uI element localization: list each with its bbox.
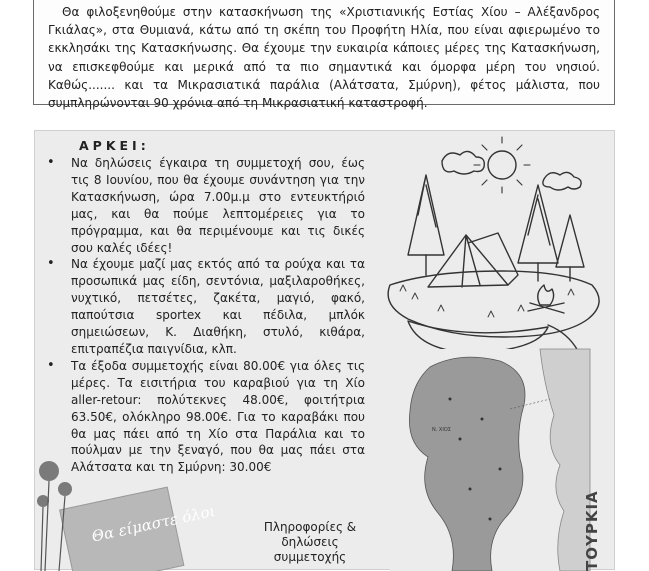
tree-icon xyxy=(408,175,444,255)
country-label: ΤΟΥΡΚΙΑ xyxy=(583,490,601,571)
ground-outline xyxy=(388,271,599,337)
sun-icon xyxy=(488,151,516,179)
cloud-icon xyxy=(442,151,484,174)
island-label: Ν. ΧΙΟΣ xyxy=(432,427,451,433)
intro-line: εκκλησάκι της Κατασκήνωσης. Θα έχουμε την ευκαιρία κάποιες μέρες της Κατασκήνωση, να xyxy=(48,41,600,74)
cloud-icon xyxy=(543,172,581,190)
sign-text: Θα είμαστε όλοι xyxy=(90,501,217,546)
tree-icon xyxy=(556,215,584,267)
list-item: • Να δηλώσεις έγκαιρα τη συμμετοχή σου, έως τις 8 Ιουνίου, που θα έχουμε συνάντηση για την Κατασκήνωση, ώρα 7.00μ.μ στο εντευκτήριό μας, και θα πούμε λεπτομέρειες για το πρόγραμμα, και θα περιμένουμε και τις δικές σου καλές ιδέες! xyxy=(43,155,365,256)
poppy-icon xyxy=(37,461,72,507)
camping-illustration xyxy=(368,135,614,355)
info-text xyxy=(245,520,375,565)
requirements-list xyxy=(43,155,365,476)
map-chios-illustration xyxy=(390,349,590,571)
campfire-icon xyxy=(538,285,554,305)
intro-line: επισκεφθούμε και μερικά από τα πιο σημαντικά και όμορφα μέρη του νησιού. Καθώς....... και xyxy=(48,59,600,92)
info-line: δηλώσεις συμμετοχής xyxy=(273,535,347,564)
intro-line: Γκιάλας», στα Θυμιανά, κάτω από τη σκέπη του Προφήτη Ηλία, που είναι αφιερωμένο το xyxy=(48,23,600,38)
poppy-sign-illustration xyxy=(35,461,217,571)
list-item: • Τα έξοδα συμμετοχής είναι 80.00€ για όλες τις μέρες. Τα εισιτήρια του καραβιού για τη Χίο aller-retour: πολύτεκνες 48.00€, φοιτήτρια 63.50€, ολόκληρο 98.00€. Για το καραβάκι που θα μας πάει από τη Χίο στα Παράλια και το πούλμαν με την ξεναγό, που θα μας πάει στα Αλάτσατα και τη Σμύρνη: 30.00€ xyxy=(43,358,365,476)
list-item: • Να έχουμε μαζί μας εκτός από τα ρούχα και τα προσωπικά μας είδη, σεντόνια, μαξιλαροθήκες, νυχτικό, πετσέτες, ζακέτα, μαγιό, φακό, παπούτσια sportex και πέδιλα, μπλόκ σημειώσεων, Κ. Διαθήκη, στυλό, κιθάρα, επιτραπέζια παιγνίδια, κλπ. xyxy=(43,256,365,357)
intro-paragraph xyxy=(48,3,600,112)
requirements-heading: ΑΡΚΕΙ: xyxy=(79,138,150,153)
tree-icon xyxy=(518,185,558,263)
info-line: Πληροφορίες & xyxy=(263,520,357,534)
requirements-box xyxy=(34,130,615,570)
intro-line: τα Μικρασιατικά παράλια (Αλάτσατα, Σμύρνη), φέτος μάλιστα, που συμπληρώνονται 90 χρόνια xyxy=(48,77,600,111)
intro-line: Θα φιλοξενηθούμε στην κατασκήνωση της «Χριστιανικής Εστίας Χίου – Αλέξανδρος xyxy=(62,5,600,19)
intro-line: από τη Μικρασιατική καταστροφή. xyxy=(217,96,428,111)
intro-box xyxy=(33,0,615,111)
